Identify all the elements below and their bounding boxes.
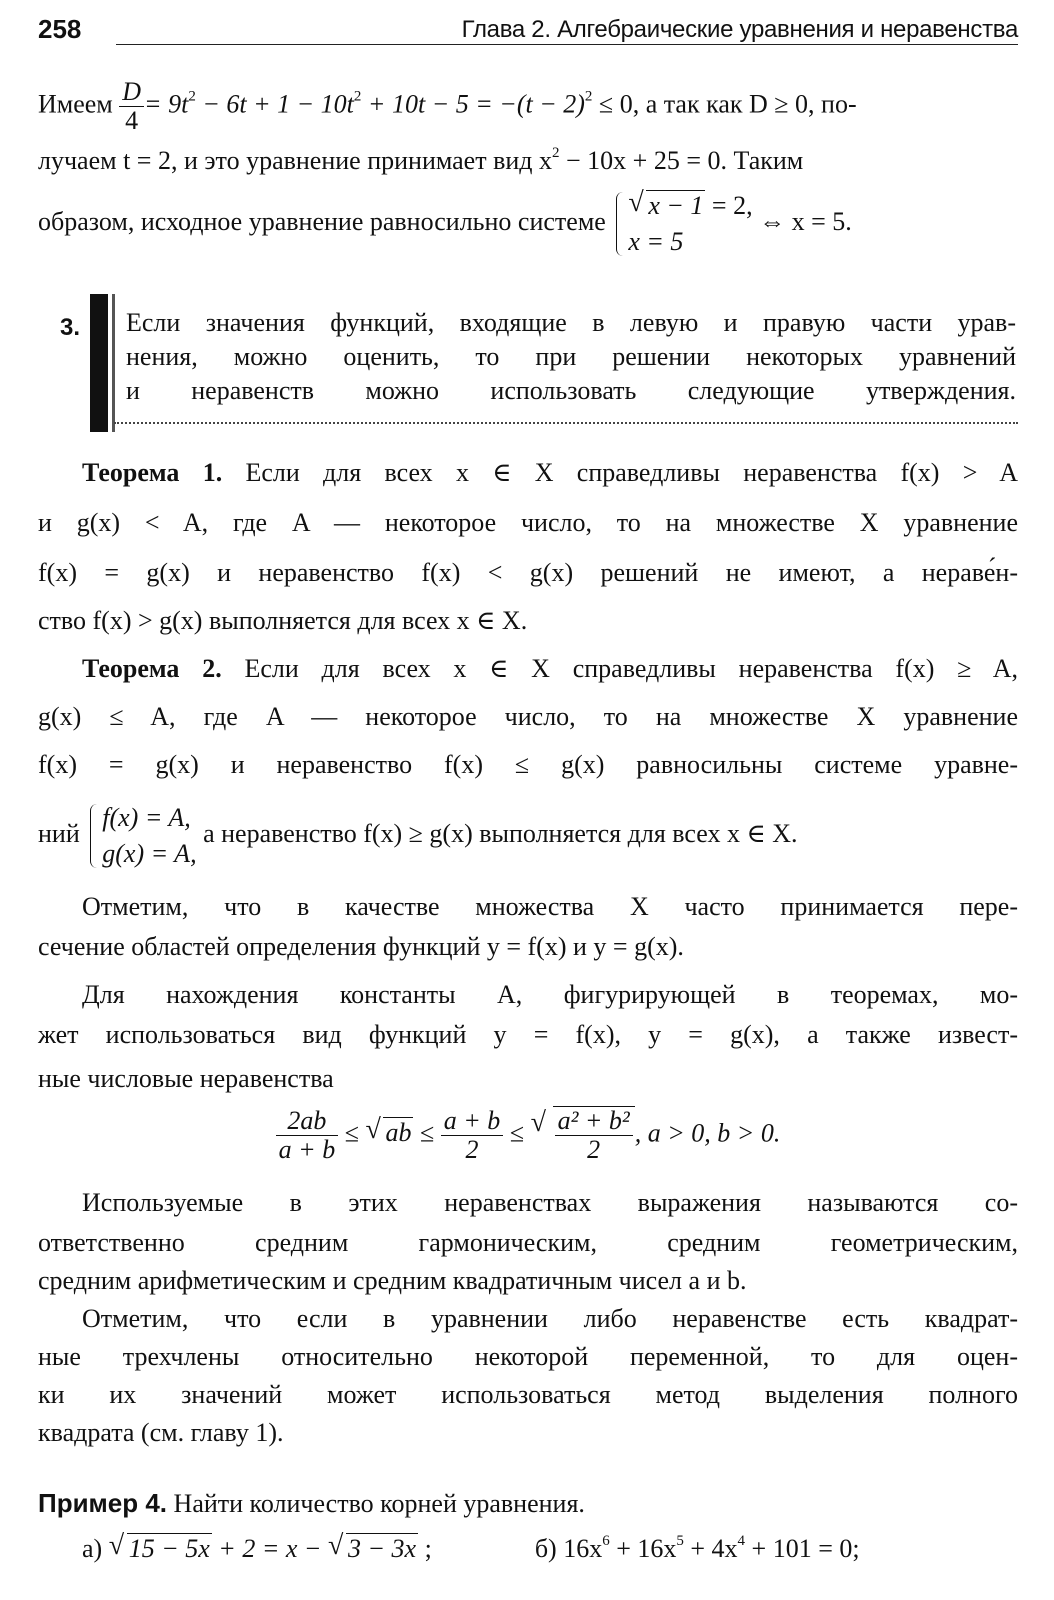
theorem-1-line-3: f(x) = g(x) и неравенство f(x) < g(x) решений не имеют, а нераве́н- (38, 558, 1018, 587)
running-title: Глава 2. Алгебраические уравнения и неравенства (461, 16, 1018, 43)
sqrt-symbol (531, 1106, 635, 1164)
sqrt-symbol: √ 15 − 5x (109, 1532, 212, 1566)
means-line-3: средним арифметическим и средним квадратичным чисел a и b. (38, 1266, 747, 1295)
theorem-1-line-4: ство f(x) > g(x) выполняется для всех x ∈ X. (38, 606, 528, 635)
note-2-line-1: Отметим, что если в уравнении либо неравенстве есть квадрат- (82, 1304, 1018, 1333)
callout-bar-thin (112, 294, 115, 432)
theorem-2-line-1: Теорема 2. Если для всех x ∈ X справедливы неравенства f(x) ≥ A, (82, 654, 1018, 683)
example-4-heading: Пример 4. Найти количество корней уравнения. (38, 1488, 585, 1518)
means-line-1: Используемые в этих неравенствах выражения называются со- (82, 1188, 1018, 1217)
callout-bar (90, 294, 108, 432)
means-inequality: $\frac{2ab}{a + b}$ ≤ √ ab ≤ $\frac{a + b}{2}$ ≤ √ $\frac{\text{a² + b²}}{2}$ , a > 0, b > 0. (38, 1106, 1018, 1164)
note-1-line-1: Отметим, что в качестве множества X часто принимается пере- (82, 892, 1018, 921)
theorem-2-label: Теорема 2. (82, 654, 222, 683)
page-header (38, 10, 1018, 46)
example-label: Пример 4. (38, 1488, 168, 1518)
callout-number: 3. (60, 314, 81, 341)
callout-box-3 (38, 284, 1018, 432)
callout-underline (114, 422, 1018, 424)
theorem-1-line-1: Теорема 1. Если для всех x ∈ X справедливы неравенства f(x) > A (82, 458, 1018, 487)
textbook-page (38, 0, 1018, 1600)
example-4-tasks (38, 1532, 1054, 1566)
header-rule (116, 44, 1018, 45)
note-2-line-2: ные трехчлены относительно некоторой переменной, то для оцен- (38, 1342, 1018, 1371)
page-number: 258 (38, 14, 82, 44)
fraction-d-over-4: $\frac{D}{4}$ (119, 78, 144, 135)
equation-system: √ x − 1 = 2, x = 5 (612, 188, 752, 260)
solution-line-2: лучаем t = 2, и это уравнение принимает вид $x^2 - 10x + 25 = 0$. Таким (38, 145, 804, 175)
task-b: б) $16x^6 + 16x^5 + 4x^4 + 101 = 0$; (534, 1533, 860, 1563)
const-line-2: жет использоваться вид функций y = f(x), y = g(x), а также извест- (38, 1020, 1018, 1049)
means-line-2: ответственно средним гармоническим, средним геометрическим, (38, 1228, 1018, 1257)
sqrt-symbol: √ 3 − 3x (328, 1532, 418, 1566)
note-2-line-3: ки их значений может использоваться метод выделения полного (38, 1380, 1018, 1409)
theorem-1-line-2: и g(x) < A, где A — некоторое число, то на множестве X уравнение (38, 508, 1018, 537)
const-line-1: Для нахождения константы A, фигурирующей в теоремах, мо- (82, 980, 1018, 1009)
quadratic-mean-fraction: √ $\frac{\text{a² + b²}}{2}$ (555, 1107, 633, 1164)
solution-line-3: образом, исходное уравнение равносильно системе √ x − 1 = 2, x = 5 ⇔ x = 5. (38, 188, 1018, 260)
theorem-2-line-3: f(x) = g(x) и неравенство f(x) ≤ g(x) равносильны системе уравне- (38, 750, 1018, 779)
solution-line-1: Имеем $\frac{D}{4}$ = $9t^2 - 6t + 1 - 10t^2 + 10t - 5 = -(t - 2)^2 \le 0$, а так как D ≥ 0, по- (38, 77, 857, 135)
theorem-2-line-4: ний f(x) = A, g(x) = A, а неравенство f(x) ≥ g(x) выполняется для всех x ∈ X. (38, 800, 1018, 872)
theorem-2-system: f(x) = A, g(x) = A, (86, 800, 196, 872)
sqrt-symbol: √ x − 1 (628, 188, 705, 224)
const-line-3: ные числовые неравенства (38, 1064, 334, 1093)
theorem-1-label: Теорема 1. (82, 458, 223, 487)
sqrt-symbol: √ ab (365, 1113, 413, 1153)
theorem-2-line-2: g(x) ≤ A, где A — некоторое число, то на множестве X уравнение (38, 702, 1018, 731)
callout-text: Если значения функций, входящие в левую и правую части урав- нения, можно оценить, то при решении некоторых уравнений и неравенств можно использовать следующие утверждения. (126, 308, 1016, 405)
harmonic-mean-fraction: $\frac{2ab}{a + b}$ (276, 1107, 339, 1164)
note-2-line-4: квадрата (см. главу 1). (38, 1418, 284, 1447)
task-a: а) √ 15 − 5x + 2 = x − √ 3 − 3x ; (82, 1534, 432, 1563)
arithmetic-mean-fraction: $\frac{a + b}{2}$ (441, 1107, 504, 1164)
note-1-line-2: сечение областей определения функций y = f(x) и y = g(x). (38, 932, 684, 961)
